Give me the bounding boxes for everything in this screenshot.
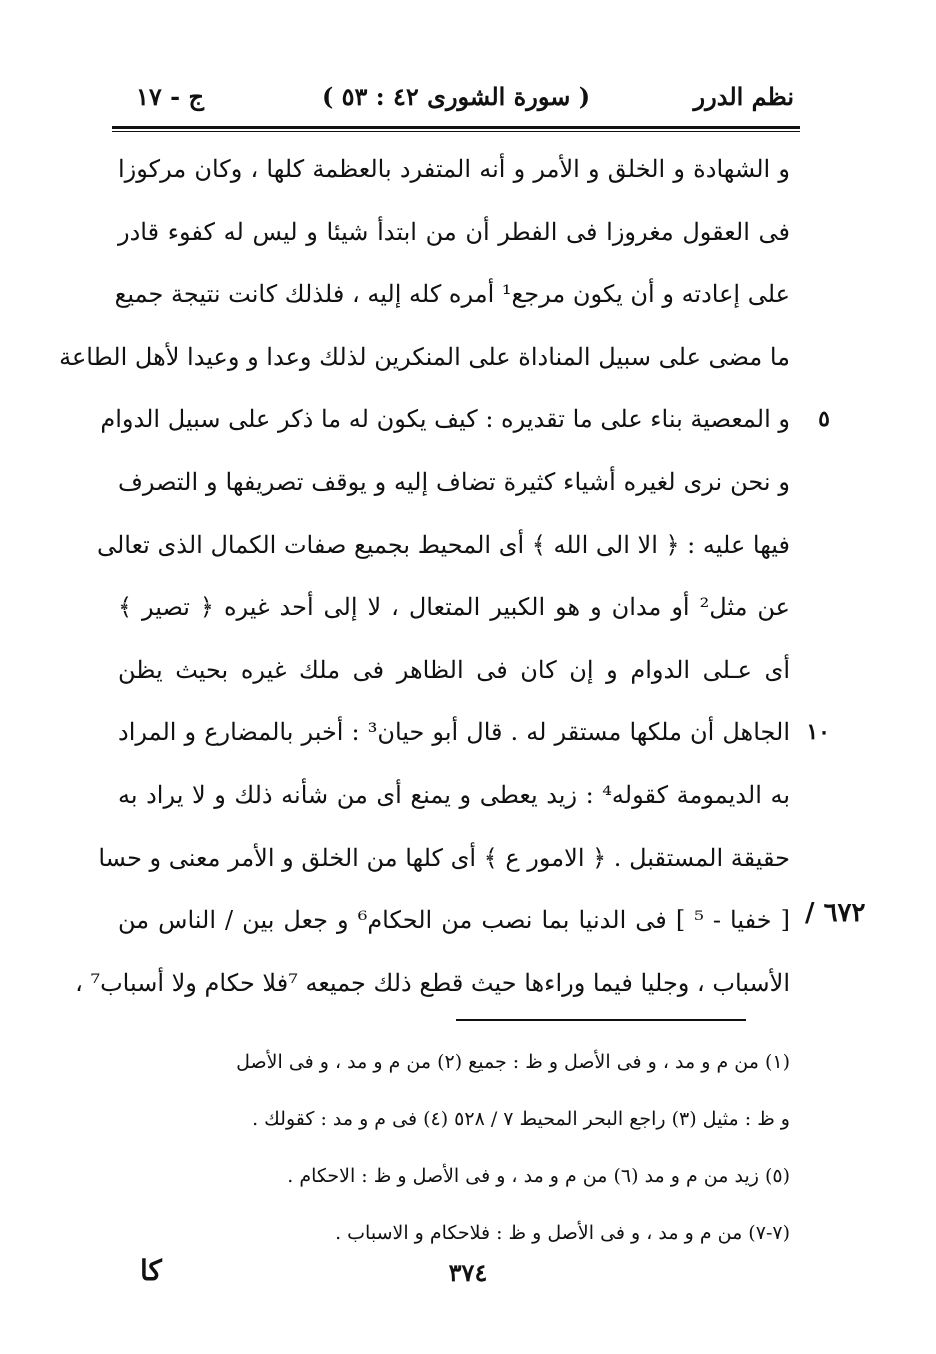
text-line: [96, 514, 790, 577]
footnote-line: (٥) زيد من م و مد (٦) من م و مد ، و فى الأصل و ظ : الاحكام .: [287, 1165, 790, 1187]
footnote-line: (١) من م و مد ، و فى الأصل و ظ : جميع (٢) من م و مد ، و فى الأصل: [236, 1051, 790, 1073]
line-text: عن مثل² أو مدان و هو الكبير المتعال ، لا إلى أحد غيره ﴿ تصير ﴾: [118, 593, 790, 622]
manuscript-folio-marker: ٦٧٢ /: [805, 898, 866, 928]
text-line: [100, 388, 830, 451]
header-rule: [112, 126, 800, 129]
line-text: [ خفيا - ⁵ ] فى الدنيا بما نصب من الحكام⁶ و جعل بين / الناس من: [118, 906, 790, 935]
text-line: [118, 576, 790, 639]
footnote-line: (٧-٧) من م و مد ، و فى الأصل و ظ : فلاحكام و الاسباب .: [335, 1222, 790, 1244]
line-text: و المعصية بناء على ما تقديره : كيف يكون له ما ذكر على سبيل الدوام: [100, 405, 790, 434]
line-text: الأسباب ، وجليا فيما وراءها حيث قطع ذلك جميعه ⁷فلا حكام ولا أسباب⁷ ،: [75, 968, 790, 997]
line-text: فى العقول مغروزا فى الفطر أن من ابتدأ شيئا و ليس له كفوء قادر: [118, 217, 790, 246]
surah-reference: ( سورة الشورى ٤٢ : ٥٣ ): [321, 82, 591, 111]
line-text: الجاهل أن ملكها مستقر له . قال أبو حيان³ : أخبر بالمضارع و المراد: [118, 718, 790, 747]
line-number: ٥: [818, 406, 830, 433]
footnotes: [128, 1034, 790, 1262]
line-text: على إعادته و أن يكون مرجع¹ أمره كله إليه ، فلذلك كانت نتيجة جميع: [114, 280, 790, 309]
footnote-line: و ظ : مثيل (٣) راجع البحر المحيط ٧ / ٥٢٨ (٤) فى م و مد : كقولك .: [252, 1108, 790, 1130]
text-line: [75, 952, 790, 1015]
line-text: و نحن نرى لغيره أشياء كثيرة تضاف إليه و يوقف تصريفها و التصرف: [118, 467, 790, 496]
header-rule-thin: [112, 131, 800, 132]
text-line: [98, 827, 790, 890]
footnote-separator: [456, 1019, 746, 1021]
text-line: [59, 326, 790, 389]
text-line: [118, 889, 790, 952]
book-title: نظم الدرر: [693, 82, 794, 111]
text-line: [118, 639, 790, 702]
text-line: [118, 201, 790, 264]
text-line: [118, 764, 790, 827]
text-line: [118, 451, 790, 514]
line-text: حقيقة المستقبل . ﴿ الامور ع ﴾ أى كلها من الخلق و الأمر معنى و حسا: [98, 843, 790, 872]
volume-number: ج - ١٧: [136, 82, 204, 111]
line-text: به الديمومة كقوله⁴ : زيد يعطى و يمنع أى من شأنه ذلك و لا يراد به: [118, 780, 790, 809]
line-text: أى عـلى الدوام و إن كان فى الظاهر فى ملك غيره بحيث يظن: [118, 655, 790, 684]
text-line: [118, 138, 790, 201]
line-number: ١٠: [806, 719, 830, 746]
line-text: ما مضى على سبيل المناداة على المنكرين لذلك وعدا و وعيدا لأهل الطاعة: [59, 342, 790, 371]
line-text: فيها عليه : ﴿ الا الى الله ﴾ أى المحيط بجميع صفات الكمال الذى تعالى: [96, 530, 790, 559]
line-text: و الشهادة و الخلق و الأمر و أنه المتفرد بالعظمة كلها ، وكان مركوزا: [118, 155, 790, 183]
text-line: [114, 263, 790, 326]
signature-mark: كا: [140, 1254, 162, 1287]
page-header: [118, 82, 794, 122]
main-text: [59, 138, 830, 1014]
page-number: ٣٧٤: [448, 1258, 488, 1287]
text-line: [118, 701, 830, 764]
